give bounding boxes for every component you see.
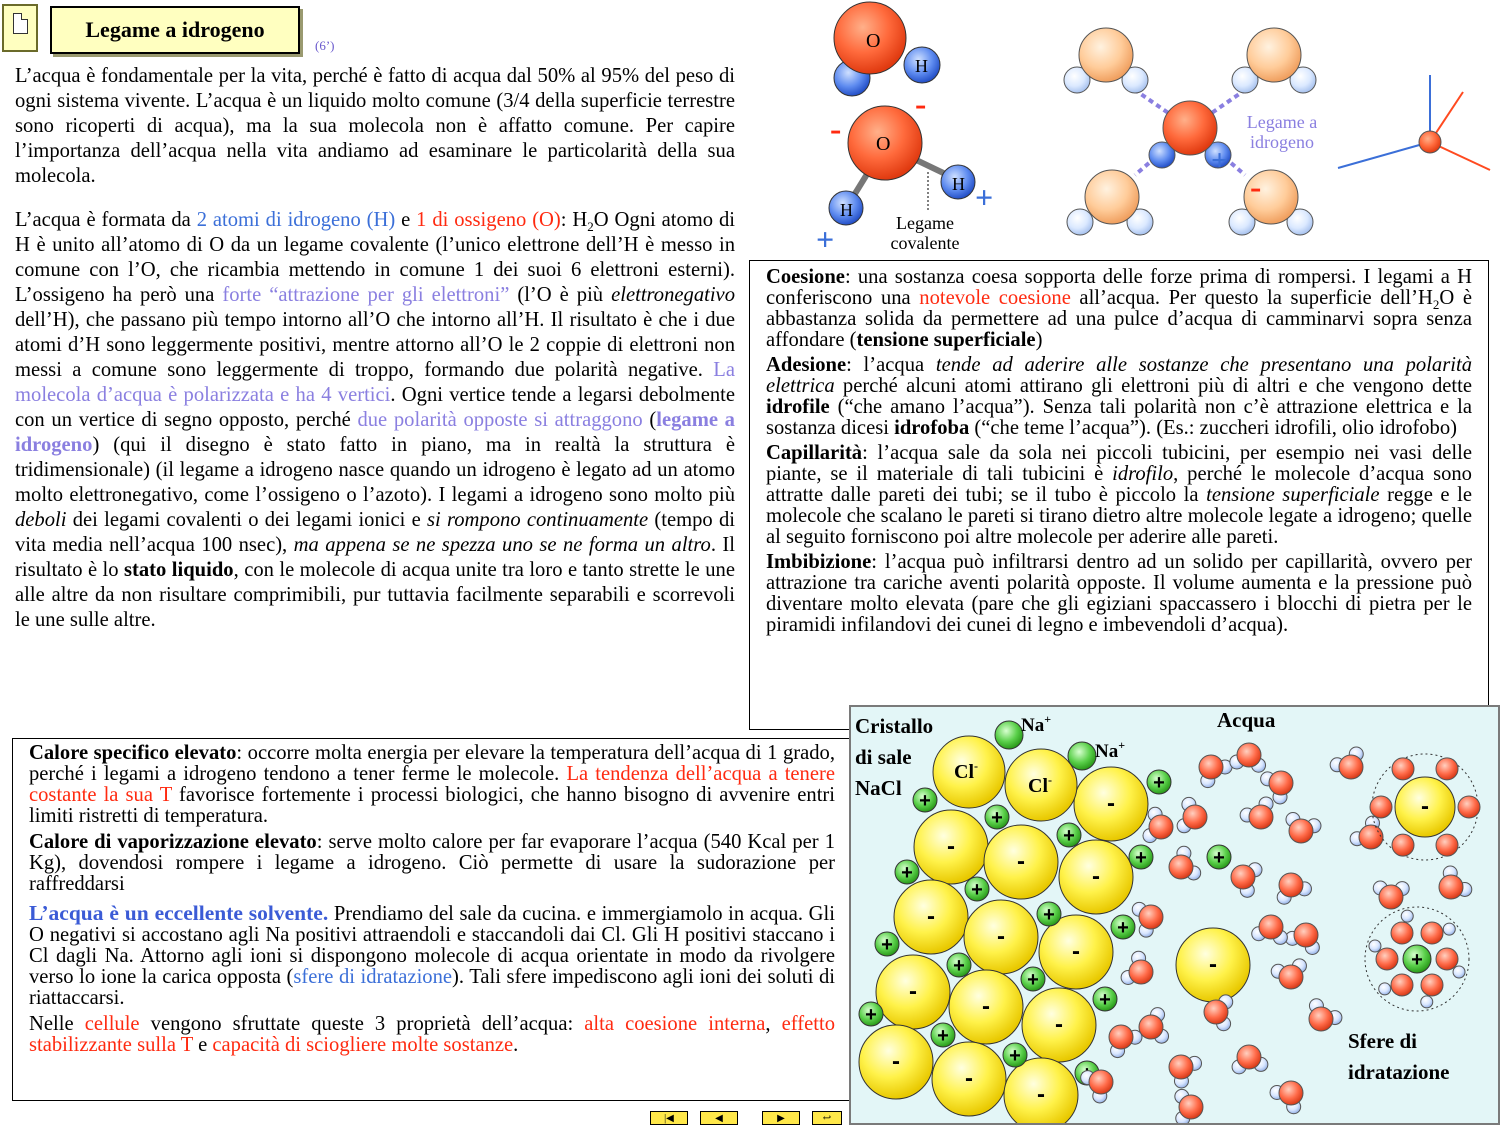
water-molecule [1286,813,1321,843]
plus-sign: + [919,790,931,812]
na-ion-top [995,712,1051,749]
plus-sign: + [1213,847,1225,869]
plus-sign: + [881,934,893,956]
water-molecule [1232,1045,1268,1074]
plus-sign: + [1063,825,1075,847]
sfere-label: Sfere di [1348,1029,1418,1053]
idratazione-label: idratazione [1348,1060,1450,1084]
adesione-paragraph: Adesione: l’acqua tende ad aderire alle sostanze che presentano una polarità elettrica perché alcuni atomi attirano gli elettroni più di altri e che vengono dette idrofile (“che amano l’acqua”). Senza tali polarità non c’è attrazione elettrica e la sostanza dicesi idrofoba (“che teme l’acqua”). (Es.: zuccheri idrofili, olio idrofobo) [766,354,1472,439]
minus-sign: - [947,833,955,860]
plus-sign: + [1043,904,1055,926]
na-ion-second [1068,738,1125,770]
water-molecule-diagram [790,0,1500,258]
di-sale-label: di sale [855,745,912,769]
next-page-button[interactable] [762,1111,800,1125]
plus-sign: + [1027,969,1039,991]
minus-sign: - [997,923,1005,950]
o-label-top: O [866,30,881,52]
water-molecule [1230,743,1266,772]
water-molecule [1285,923,1319,954]
calore-specifico-paragraph: Calore specifico elevato: occorre molta energia per elevare la temperatura dell’acqua di 1 grado, perché i legami a idrogeno tendono a tener ferme le molecole. La tendenza dell’acqua a tenere costante la sua T favorisce fortemente i processi biologici, che hanno bisogno di avvenire entri limiti ristretti di temperatura. [29,742,835,827]
cl-ion-2 [1005,749,1077,821]
hydrogen-bond-network [1064,28,1317,235]
water-molecule [1175,1089,1203,1125]
properties-box [749,260,1489,730]
water-molecule [1373,881,1409,909]
nacl-label: NaCl [855,776,902,800]
h-label-right: H [952,174,965,194]
formula-paragraph: L’acqua è formata da 2 atomi di idrogeno (H) e 1 di ossigeno (O): $H_2O$ Ogni atomo di H è unito all’atomo di O da un legame covalente (l’unico elettrone dell’H è messo in comune con l’O, che ricambia mettendo in comune 1 dei suoi 6 elettroni esterni). L’ossigeno ha però una forte “attrazione per gli elettroni” (l’O è più elettronegativo dell’H), che passano più tempo intorno all’O che intorno all’H. Il risultato è che i due atomi d’H sono leggermente positivi, mentre attorno all’O le 2 coppie di elettroni non messi a comune sono leggermente di troppo, formando due polarità negative. La molecola d’acqua è polarizzata e ha 4 vertici. Ogni vertice tende a legarsi debolmente con un vertice di segno opposto, perché due polarità opposte si attraggono (legame a idrogeno) (qui il disegno è stato fatto in piano, ma in realtà la struttura è tridimensionale) (il legame a idrogeno nasce quando un idrogeno è legato ad un atomo molto elettronegativo, come l’ossigeno o l’azoto). I legami a idrogeno sono molto più deboli dei legami covalenti o dei legami ionici e si rompono continuamente (tempo di vita media nell’acqua 100 nsec), ma appena se ne spezza uno se ne forma un altro. Il risultato è lo stato liquido, con le molecole di acqua unite tra loro e tanto strette le une alle altre da non risultare comprimibili, pur tuttavia facilmente separabili e scorrevoli le une sulle altre. [15,209,735,631]
intro-paragraph: L’acqua è fondamentale per la vita, perché è fatto di acqua dal 50% al 95% del peso di ogni sistema vivente. L’acqua è un liquido molto comune (3/4 della superficie terrestre sono ricoperti di acqua), ma la sua molecola non è affatto comune. Per capire l’importanza dell’acqua nella vita andiamo ad esaminare le particolarità della sua molecola. [15,65,735,187]
plus-sign: + [1099,989,1111,1011]
cellule-paragraph: Nelle cellule vengono sfruttate queste 3 proprietà dell’acqua: alta coesione interna, effetto stabilizzante sulla T e capacità di sciogliere molte sostanze. [29,1013,836,1056]
minus-sign: - [909,978,917,1005]
plus-sign: + [953,955,965,977]
plus-sign: + [1411,949,1423,971]
plus-sign: + [937,1025,949,1047]
page-title: Legame a idrogeno [50,6,300,54]
legame-idrogeno-label: Legame a [1246,112,1318,132]
water-molecule [1132,902,1163,937]
cristallo-label: Cristallo [855,714,934,738]
water-molecule [1177,797,1207,832]
minus-sign: - [1421,793,1429,820]
plus-sign: + [971,879,983,901]
water-molecule [1199,755,1232,788]
plus-sign: + [1153,772,1165,794]
plus-sign: + [1135,847,1147,869]
legame-covalente-label-2: covalente [890,233,960,253]
water-molecule [1121,951,1153,984]
na-label-1: Na+ [1021,712,1052,736]
water-molecule [1169,1055,1202,1088]
minus-sign: - [1092,863,1100,890]
next-icon: ▶ [777,1112,785,1124]
water-molecule [1139,1008,1169,1044]
h-label-left: H [840,200,853,220]
minus-sign: - [1209,951,1217,978]
minus-sign-top: - [915,86,927,123]
legame-idrogeno-label-2: idrogeno [1250,132,1314,152]
previous-page-button[interactable] [700,1111,738,1125]
minus-sign: - [1037,1081,1045,1108]
first-page-button[interactable] [650,1111,688,1125]
plus-sign-right: + [975,179,994,215]
plus-sign: + [901,862,913,884]
capillarita-paragraph: Capillarità: l’acqua sale da sola nei piccoli tubicini, per esempio nei vasi delle piante, se il materiale di tali tubicini è idrofilo, perché le molecole d’acqua sono attratte dalle pareti dei tubi; se il tubo è piccolo la tensione superficiale regge e le molecole che scalano le pareti si tirano dietro altre molecole legate a idrogeno; quelle al seguito forniscono poi altre molecole per aderire alle pareti. [766,442,1472,548]
acqua-label: Acqua [1217,708,1276,732]
minus-sign: - [1072,938,1080,965]
water-molecule [1439,866,1472,899]
cl-label-2: Cl- [1028,773,1052,797]
plus-sign: + [865,1004,877,1026]
return-button[interactable] [812,1111,842,1125]
water-molecule [1350,816,1383,849]
plus-sign: + [1117,917,1129,939]
duration-label: (6’) [315,38,335,53]
solvente-paragraph: L’acqua è un eccellente solvente. Prendiamo del sale da cucina. e immergiamolo in acqua. Gli O negativi si accostano agli Na positivi attraendoli e staccandoli dai Cl. Gli H positivi staccano i Cl dagli Na. Attorno agli ioni si dispongono molecole di acqua orientate in modo da rivolgere verso lo ione la carica opposta (sfere di idratazione). Tali sfere impediscono agli ioni dei soluti di riattaccarsi. [29,901,836,1009]
coesione-paragraph: Coesione: una sostanza coesa sopporta delle forze prima di rompersi. I legami a H conferiscono una notevole coesione all’acqua. Per questo la superficie $dell’H_2O$ è abbastanza solida da permettere ad una pulce d’acqua di camminarvi sopra senza affondare (tensione superficiale) [766,266,1472,351]
legame-covalente-label: Legame [896,213,954,233]
hbond-plus-sign: + [1211,144,1229,177]
water-molecule [1252,915,1288,944]
water-molecule [1109,1025,1142,1058]
water-molecule [1081,1070,1113,1103]
prev-icon: ◀ [715,1112,723,1124]
minus-sign: - [927,903,935,930]
minus-sign: - [965,1065,973,1092]
cl-label-1: Cl- [954,759,978,783]
minus-sign: - [892,1048,900,1075]
minus-sign: - [982,993,990,1020]
water-molecule [1309,999,1342,1031]
tetrahedral-axes [1338,75,1490,170]
first-icon: |◀ [664,1112,674,1124]
minus-sign: - [1017,848,1025,875]
plus-sign: + [991,807,1003,829]
water-molecule [1330,747,1363,779]
minus-sign: - [1055,1011,1063,1038]
water-molecule [1231,863,1262,898]
calore-vaporizzazione-paragraph: Calore di vaporizzazione elevato: serve molto calore per far evaporare l’acqua (540 Kcal per 1 Kg), dovendosi rompere i legame a idrogeno. Ciò permette di usare la sudorazione per raffreddarsi [29,831,835,895]
water-molecule [1169,846,1201,880]
salt-dissolution-diagram [849,705,1500,1125]
hbond-minus-sign: - [1250,169,1262,206]
cl-ion-1 [933,736,1005,808]
plus-sign: + [1009,1045,1021,1067]
document-icon[interactable] [2,4,38,52]
return-icon: ↩ [822,1112,832,1124]
water-molecule [1240,797,1273,829]
minus-sign-left: - [830,111,842,148]
plus-sign-left: + [816,221,835,257]
water-molecule [1277,873,1311,904]
water-molecule [1270,1081,1303,1114]
minus-sign: - [1107,790,1115,817]
na-label-2: Na+ [1095,738,1126,762]
solvent-box [12,738,850,1101]
h-label-top: H [915,56,928,76]
water-molecule [1271,959,1306,989]
o-label: O [876,133,891,155]
imbibizione-paragraph: Imbibizione: l’acqua può infiltrarsi dentro ad un solido per capillarità, ovvero per attrazione tra cariche aventi polarità opposte. Il volume aumenta e la pressione può diventare molto elevata (pare che gli egiziani spaccassero i blocchi di pietra per le piramidi infilandovi dei cunei di legno e imbevendoli d’acqua). [766,551,1472,636]
